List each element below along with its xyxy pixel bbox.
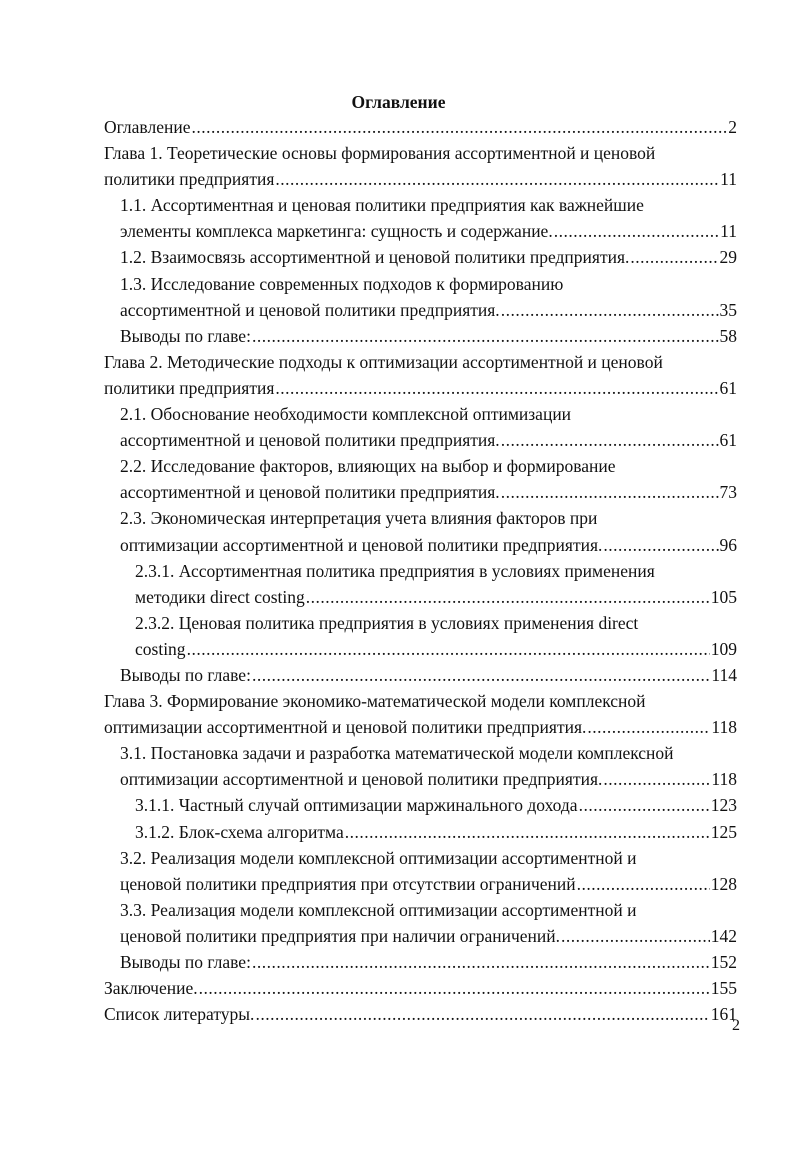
dot-leader xyxy=(252,323,719,349)
toc-entry-title: элементы комплекса маркетинга: сущность и содержание. xyxy=(120,221,553,242)
toc-entry-title: ассортиментной и ценовой политики предприятия. xyxy=(120,482,500,503)
toc-entry[interactable] xyxy=(0,975,797,1001)
toc-entry-title: Список литературы. xyxy=(104,1004,255,1025)
toc-entry[interactable] xyxy=(0,140,797,192)
toc-page-number: 73 xyxy=(719,482,737,503)
toc-page-number: 114 xyxy=(711,664,737,685)
toc-page-number: 96 xyxy=(719,534,737,555)
toc-entry-leader-line xyxy=(104,975,737,1001)
toc-entry-title: политики предприятия xyxy=(104,169,275,190)
toc-entry-title: ценовой политики предприятия при отсутствии ограничений xyxy=(120,873,576,894)
toc-entry-title-line: 2.1. Обоснование необходимости комплексной оптимизации xyxy=(120,404,572,425)
toc-entry-leader-line xyxy=(104,1001,737,1027)
toc-page-number: 11 xyxy=(720,169,737,190)
toc-entry-leader-line xyxy=(120,427,737,453)
toc-entry[interactable] xyxy=(0,845,797,897)
toc-entry-leader-line xyxy=(120,871,737,897)
dot-leader xyxy=(501,479,719,505)
toc-entry-title: ассортиментной и ценовой политики предприятия. xyxy=(120,430,500,451)
toc-entry-leader-line xyxy=(120,662,737,688)
dot-leader xyxy=(252,662,710,688)
toc-entry[interactable] xyxy=(0,792,797,818)
dot-leader xyxy=(603,532,718,558)
toc-entry-leader-line xyxy=(135,636,737,662)
toc-entry-leader-line xyxy=(135,792,737,818)
toc-page-number: 155 xyxy=(710,978,737,999)
toc-entry-title: Оглавление xyxy=(104,117,191,137)
toc-entry[interactable] xyxy=(0,323,797,349)
toc-entry[interactable] xyxy=(0,688,797,740)
toc-page-number: 118 xyxy=(711,769,737,790)
toc-entry[interactable] xyxy=(0,897,797,949)
dot-leader xyxy=(587,714,710,740)
toc-page-number: 35 xyxy=(719,299,737,320)
toc-entry[interactable] xyxy=(0,1001,797,1027)
toc-entry[interactable] xyxy=(0,349,797,401)
toc-page-number: 123 xyxy=(710,795,737,816)
toc-entry-leader-line xyxy=(120,323,737,349)
toc-entry[interactable] xyxy=(0,740,797,792)
toc-entry[interactable] xyxy=(0,271,797,323)
toc-entry-title: Выводы по главе: xyxy=(120,664,251,685)
toc-entry-title: costing xyxy=(135,638,186,659)
toc-page-number: 61 xyxy=(719,430,737,451)
toc-entry[interactable] xyxy=(0,662,797,688)
toc-entry-leader-line xyxy=(104,166,737,192)
toc-entry[interactable] xyxy=(0,610,797,662)
toc-entry-title: Заключение. xyxy=(104,978,198,999)
dot-leader xyxy=(306,584,710,610)
toc-entry-leader-line xyxy=(120,479,737,505)
toc-page-number: 29 xyxy=(719,247,737,268)
toc-entry-leader-line xyxy=(104,714,737,740)
toc-entry-title: оптимизации ассортиментной и ценовой политики предприятия. xyxy=(120,769,603,790)
dot-leader xyxy=(579,792,710,818)
dot-leader xyxy=(501,427,719,453)
toc-entry-leader-line xyxy=(120,218,737,244)
toc-entry-title-line: 1.3. Исследование современных подходов к формированию xyxy=(120,273,564,294)
toc-entry-title-line: 2.3. Экономическая интерпретация учета влияния факторов при xyxy=(120,508,598,529)
toc-entry-leader-line xyxy=(120,244,737,270)
dot-leader xyxy=(501,297,719,323)
toc-page-number: 118 xyxy=(711,717,737,738)
toc-entry-leader-line xyxy=(104,114,737,140)
table-of-contents xyxy=(0,114,797,1027)
dot-leader xyxy=(252,949,710,975)
toc-entry[interactable] xyxy=(0,505,797,557)
toc-entry-leader-line xyxy=(104,375,737,401)
toc-entry-leader-line xyxy=(120,923,737,949)
toc-entry-title-line: Глава 1. Теоретические основы формирования ассортиментной и ценовой xyxy=(104,143,656,164)
toc-entry-title: Выводы по главе: xyxy=(120,952,251,972)
toc-entry[interactable] xyxy=(0,558,797,610)
toc-entry-title-line: Глава 3. Формирование экономико-математической модели комплексной xyxy=(104,691,646,712)
toc-entry[interactable] xyxy=(0,114,797,140)
toc-entry-leader-line xyxy=(120,766,737,792)
toc-entry-title: 3.1.1. Частный случай оптимизации маржинального дохода xyxy=(135,795,578,816)
toc-page-number: 11 xyxy=(720,221,737,242)
dot-leader xyxy=(577,871,710,897)
toc-entry-title: 1.2. Взаимосвязь ассортиментной и ценовой политики предприятия. xyxy=(120,247,630,268)
toc-entry[interactable] xyxy=(0,949,797,975)
toc-entry-title-line: Глава 2. Методические подходы к оптимизации ассортиментной и ценовой xyxy=(104,351,663,372)
dot-leader xyxy=(187,636,710,662)
toc-entry-title: ценовой политики предприятия при наличии ограничений. xyxy=(120,925,561,946)
toc-entry-title-line: 2.3.2. Ценовая политика предприятия в условиях применения direct xyxy=(135,612,639,633)
dot-leader xyxy=(275,166,719,192)
toc-page-number: 58 xyxy=(719,325,737,346)
toc-entry-title-line: 3.2. Реализация модели комплексной оптимизации ассортиментной и xyxy=(120,847,637,868)
toc-entry-leader-line xyxy=(120,297,737,323)
toc-page-number: 128 xyxy=(710,873,737,894)
page-title: Оглавление xyxy=(351,92,446,112)
toc-entry-title-line: 3.1. Постановка задачи и разработка математической модели комплексной xyxy=(120,743,674,764)
toc-entry-title: Выводы по главе: xyxy=(120,325,251,346)
toc-entry[interactable] xyxy=(0,401,797,453)
toc-page-number: 161 xyxy=(710,1004,737,1025)
dot-leader xyxy=(345,819,710,845)
dot-leader xyxy=(630,244,718,270)
toc-page-number: 105 xyxy=(710,586,737,607)
toc-entry-title: 3.1.2. Блок-схема алгоритма xyxy=(135,821,344,842)
toc-entry[interactable] xyxy=(0,453,797,505)
toc-page-number: 152 xyxy=(710,952,737,972)
toc-page-number: 142 xyxy=(710,925,737,946)
toc-page-number: 109 xyxy=(710,638,737,659)
toc-entry-title-line: 2.3.1. Ассортиментная политика предприятия в условиях применения xyxy=(135,560,655,581)
toc-entry-title: методики direct costing xyxy=(135,586,305,607)
dot-leader xyxy=(603,766,710,792)
dot-leader xyxy=(561,923,710,949)
page-number: 2 xyxy=(732,1017,740,1034)
toc-entry-title: ассортиментной и ценовой политики предприятия. xyxy=(120,299,500,320)
dot-leader xyxy=(191,114,727,140)
toc-page-number: 125 xyxy=(710,821,737,842)
dot-leader xyxy=(554,218,719,244)
toc-entry-leader-line xyxy=(135,819,737,845)
dot-leader xyxy=(275,375,718,401)
toc-entry[interactable] xyxy=(0,819,797,845)
dot-leader xyxy=(199,975,710,1001)
toc-entry-title: оптимизации ассортиментной и ценовой политики предприятия. xyxy=(120,534,603,555)
toc-entry[interactable] xyxy=(0,244,797,270)
toc-entry[interactable] xyxy=(0,192,797,244)
toc-entry-title-line: 1.1. Ассортиментная и ценовая политики предприятия как важнейшие xyxy=(120,195,644,216)
toc-page-number: 61 xyxy=(719,377,737,398)
toc-entry-title-line: 2.2. Исследование факторов, влияющих на выбор и формирование xyxy=(120,456,616,477)
toc-entry-title: политики предприятия xyxy=(104,377,275,398)
toc-entry-leader-line xyxy=(120,949,737,975)
toc-entry-title-line: 3.3. Реализация модели комплексной оптимизации ассортиментной и xyxy=(120,899,637,920)
toc-page-number: 2 xyxy=(728,117,737,137)
toc-entry-title: оптимизации ассортиментной и ценовой политики предприятия. xyxy=(104,717,587,738)
dot-leader xyxy=(255,1001,709,1027)
toc-entry-leader-line xyxy=(135,584,737,610)
toc-entry-leader-line xyxy=(120,532,737,558)
